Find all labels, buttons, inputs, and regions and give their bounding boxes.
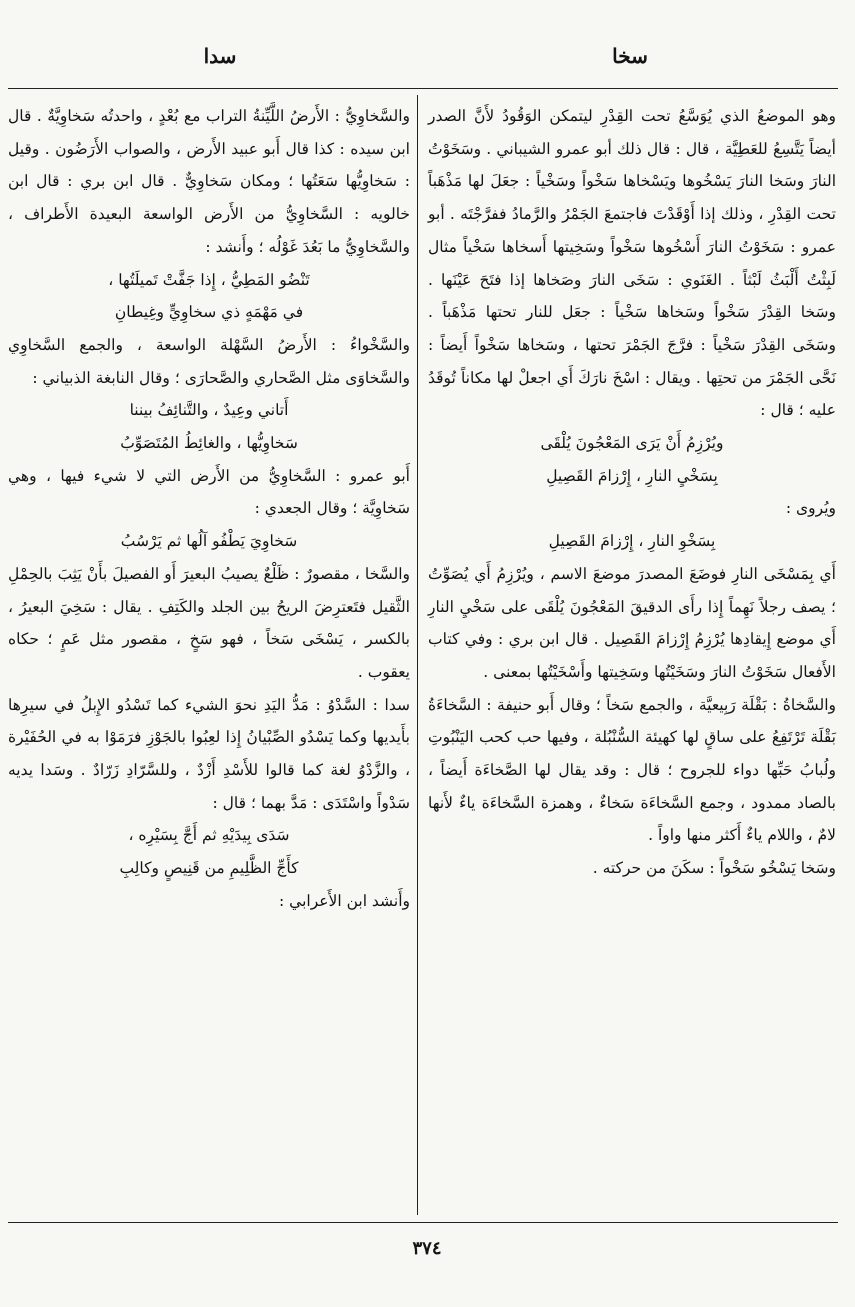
page-number: ٣٧٤ bbox=[412, 1238, 442, 1259]
right-column-heading: سخا bbox=[612, 44, 648, 68]
left-block: في مَهْمَهٍ ذي سخاوِيٍّ وغِيطانِ bbox=[114, 303, 304, 322]
left-column bbox=[8, 100, 410, 918]
right-block: ويُروى : bbox=[785, 499, 836, 518]
left-block: والسَّخْواءُ : الأَرضُ السَّهْلة الواسعة ، والجمع السَّخاوِي والسَّخاوَى مثل الصَّحاري والصَّحارَى ؛ وقال النابغة الذبياني : bbox=[8, 335, 410, 387]
left-block: والسَّخا ، مقصورٌ : ظَلْعٌ يصيبُ البعيرَ أَو الفصيلَ بأَنْ يَثِبَ بالحِمْلِ الثَّقيل فتَعترِضَ الريحُ بين الجلد والكَتِفِ . يقال : سَخِيَ البعيرُ ، بالكسر ، يَسْخَى سَخاً ، فهو سَخٍ ، مقصور مثل عَمٍ ؛ حكاه يعقوب . bbox=[8, 564, 410, 681]
bottom-rule bbox=[8, 1222, 838, 1223]
left-block: سدا : السَّدْوُ : مَدُّ اليَدِ نحوَ الشيء كما تَسْدُو الإِبلُ في سيرِها بأَيديها وكما يَسْدُو الصِّبْيانُ إِذا لعِبُوا بالجَوْزِ فرَمَوْا به في الحُفَيْرة ، والزَّدْوُ لغة كما قالوا للأَسْدِ أَزْدٌ ، وللسَّرّادِ زَرّادٌ . وسَدا يديه سَدْواً واسْتَدَى : مَدَّ بهما ؛ قال : bbox=[8, 695, 410, 812]
right-block: وهو الموضعُ الذي يُوَسَّعُ تحت القِدْرِ ليتمكن الوَقُودُ لأَنَّ الصدر أيضاً يَتَّسِعُ للعَطِيَّة ، قال : قال ذلك أبو عمرو الشيباني . وسَخَوْتُ النارَ وسَخا النارَ يَسْخُوها ويَسْخاها سَخْواً وسَخْياً : جعَلَ لها مَذْهَباً تحت القِدْرِ ، وذلك إذا أَوْقَدْتَ فاجتمعَ الجَمْرُ والرَّمادُ ففرَّجْتَه . أبو عمرو : سَخَوْتُ النارَ أَسْخُوها سَخْواً وسَخِيتها أَسخاها سَخْياً مثال لَبِثْتُ أَلْبَثُ لَبْثاً . الغَنَوي : سَخَى النارَ وصَخاها إذا فتَحَ عَيْنَها . وسَخا القِدْرَ سَخْواً وسَخاها سَخْياً : جعَل للنار تحتها مَذْهَباً . وسَخَى القِدْرَ سَخْياً : فرَّجَ الجَمْرَ تحتها ، وسَخاها سَخْواً أَيضاً : نَحَّى الجَمْرَ من تحتِها . ويقال : اسْخَ نارَكَ أَي اجعلْ لها مكاناً تُوقَدُ عليه ؛ قال : bbox=[428, 107, 836, 420]
left-block: سَدَى بِيدَيْهِ ثم أَجَّ بِسَيْرِه ، bbox=[128, 826, 290, 845]
left-block: كأَجِّ الظَّلِيمِ من قَنِيصٍ وكالِبِ bbox=[119, 859, 299, 878]
right-block: والسَّخاةُ : بَقْلَة رَبِيعيَّة ، والجمع سَخاً ؛ وقال أَبو حنيفة : السَّخاءَةُ بَقْلَة تَرْتَفِعُ على ساقٍ لها كهيئة السُّنْبُلة ، وفيها حب كحب اليَنْبُوتِ ولُبابُ حَبِّها دواء للجروح ؛ قال : وقد يقال لها الصَّخاءَة أَيضاً ، بالصاد ممدود ، وجمع السَّخاءَة سَخاءٌ ، وهمزة السَّخاءَة ياءٌ لأَنها لامٌ ، واللام ياءٌ أَكثر منها واواً . bbox=[428, 695, 836, 845]
left-block: وأَنشد ابن الأَعرابي : bbox=[279, 891, 410, 910]
left-block: أَتاني وعِيدٌ ، والتَّنائِفُ بيننا bbox=[129, 401, 289, 420]
left-column-heading: سدا bbox=[203, 44, 237, 68]
right-column bbox=[428, 100, 836, 885]
right-block: بِسَخْوِ النارِ ، إِرْزامَ القَصِيلِ bbox=[548, 532, 716, 551]
right-block: ويُرْزِمُ أَنْ يَرَى المَعْجُونَ يُلْقَى bbox=[540, 434, 724, 453]
column-divider bbox=[417, 95, 418, 1215]
left-block: سَخاوِيَ يَطْفُو آلُها ثم يَرْسُبُ bbox=[120, 532, 298, 551]
left-block: سَخاوِيُّها ، والغائِطُ المُتَصَوِّبُ bbox=[120, 434, 298, 453]
top-rule bbox=[8, 88, 838, 89]
right-block: بِسَخْيِ النارِ ، إِرْزامَ القَصِيلِ bbox=[546, 466, 718, 485]
right-block: أَي بِمَسْخَى النارِ فوضَعَ المصدرَ موضعَ الاسم ، ويُرْزِمُ أَي يُصَوِّتُ ؛ يصف رجلاً نَهِماً إِذا رأَى الدقيقَ المَعْجُونَ يُلْقَى على سَخْيِ النارِ أَي موضع إِيقادِها يُرْزِمُ إِرْزامَ القَصِيل . قال ابن بري : وفي كتاب الأَفعال سَخَوْتُ النارَ وسَخَيْتُها وسَخِيتها وأَسْخَيْتُها بمعنى . bbox=[428, 564, 836, 681]
left-block: أَبو عمرو : السَّخاوِيُّ من الأَرض التي لا شيء فيها ، وهي سَخاوِيَّة ؛ وقال الجعدي : bbox=[8, 466, 410, 518]
right-block: وسَخا يَسْخُو سَخْواً : سكَنَ من حركته . bbox=[592, 859, 836, 878]
left-block: والسَّخاوِيُّ : الأَرضُ اللَّيِّنةُ التراب مع بُعْدٍ ، واحدتُه سَخاوِيَّةٌ . قال ابن سيده : كذا قال أَبو عبيد الأَرض ، والصواب الأَرَضُون . وقيل : سَخاوِيُّها سَعَتُها ؛ ومكان سَخاوِيٌّ . قال ابن بري : قال ابن خالويه : السَّخاوِيُّ من الأَرض الواسعة البعيدة الأَطراف ، والسَّخاوِيُّ ما بَعُدَ غَوْلُه ؛ وأَنشد : bbox=[8, 107, 410, 256]
left-block: تَنْضُو المَطِيُّ ، إِذا جَفَّتْ تَميلَتُها ، bbox=[108, 270, 310, 289]
